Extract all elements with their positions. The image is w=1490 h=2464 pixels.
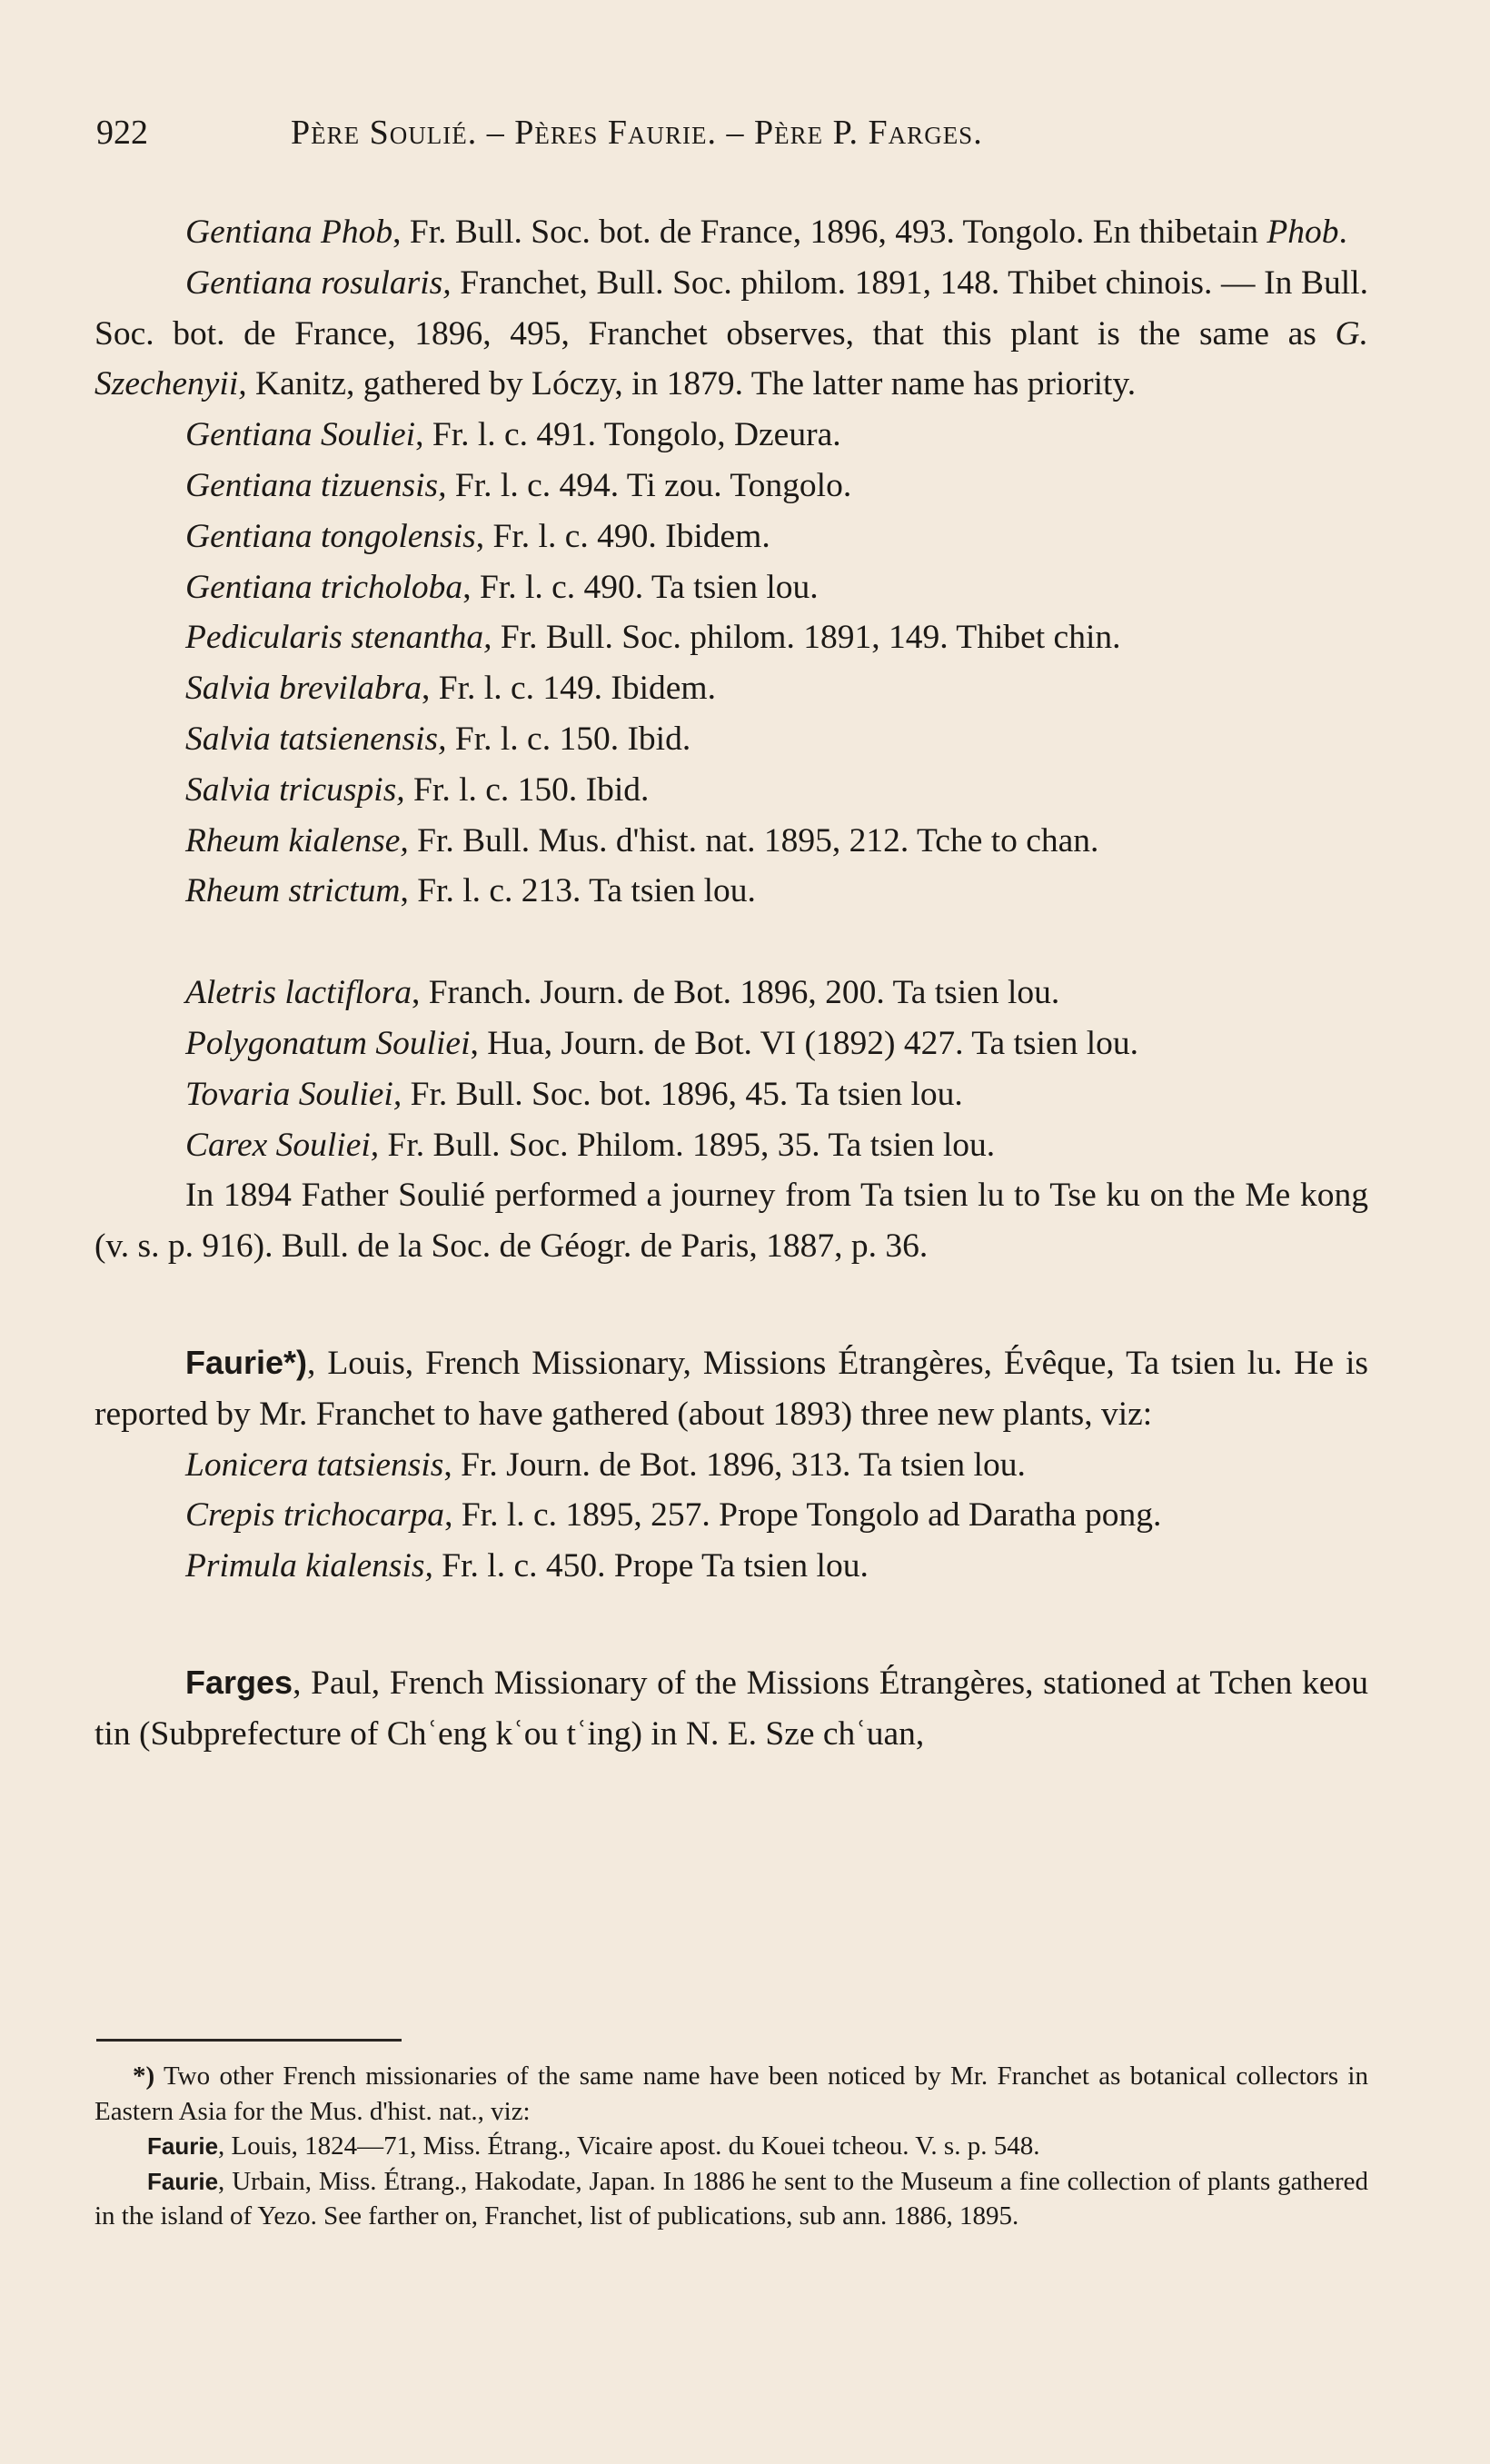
- species-entry: Aletris lactiflora, Franch. Journ. de Bot. 1896, 200. Ta tsien lou.: [185, 974, 1060, 1012]
- footnotes: [94, 2059, 1368, 2234]
- species-entry: Gentiana tizuensis, Fr. l. c. 494. Ti zou. Tongolo.: [185, 466, 852, 504]
- species-entry: Pedicularis stenantha, Fr. Bull. Soc. philom. 1891, 149. Thibet chin.: [185, 619, 1121, 657]
- species-entry: Gentiana Phob, Fr. Bull. Soc. bot. de France, 1896, 493. Tongolo. En thibetain Phob.: [185, 214, 1347, 251]
- page-number: 922: [96, 114, 148, 152]
- species-name: Salvia brevilabra: [185, 670, 422, 708]
- footnote-item: Faurie, Urbain, Miss. Étrang., Hakodate, Japan. In 1886 he sent to the Museum a fine collection of plants gathered in the island of Yezo. See farther on, Franchet, list of publications, sub ann. 1886, 1895.: [94, 2166, 1368, 2231]
- species-name: Gentiana Phob: [185, 214, 393, 251]
- species-entry: Rheum strictum, Fr. l. c. 213. Ta tsien lou.: [185, 872, 756, 910]
- species-entry: Rheum kialense, Fr. Bull. Mus. d'hist. nat. 1895, 212. Tche to chan.: [185, 821, 1099, 859]
- species-entry: Gentiana tongolensis, Fr. l. c. 490. Ibidem.: [185, 517, 770, 555]
- running-title: Père Soulié. – Pères Faurie. – Père P. Farges.: [291, 114, 983, 152]
- footnote-rule: [96, 2039, 402, 2042]
- species-name: Tovaria Souliei,: [185, 1075, 402, 1113]
- species-name: Lonicera tatsiensis: [185, 1446, 444, 1484]
- species-entry: Tovaria Souliei, Fr. Bull. Soc. bot. 1896, 45. Ta tsien lou.: [185, 1075, 963, 1113]
- species-entry: Polygonatum Souliei, Hua, Journ. de Bot. VI (1892) 427. Ta tsien lou.: [185, 1024, 1138, 1062]
- footnote: *) Two other French missionaries of the same name have been noticed by Mr. Franchet as botanical collectors in Eastern Asia for the Mus. d'hist. nat., viz:: [94, 2062, 1368, 2126]
- species-name: Aletris lactiflora: [185, 974, 412, 1012]
- species-name: Polygonatum Souliei: [185, 1024, 471, 1062]
- species-entry: Gentiana rosularis, Franchet, Bull. Soc. philom. 1891, 148. Thibet chinois. — In Bull. Soc. bot. de France, 1896, 495, Franchet observes, that this plant is the same as G. Szechenyii, Kanitz, gathered by Lóczy, in 1879. The latter name has priority.: [94, 263, 1368, 403]
- species-name: Gentiana Souliei: [185, 416, 416, 454]
- species-name: Primula kialensis,: [185, 1547, 433, 1585]
- species-entry: Salvia tricuspis, Fr. l. c. 150. Ibid.: [185, 770, 650, 809]
- footnote-name: Faurie: [147, 2132, 219, 2160]
- plant-entry: Primula kialensis, Fr. l. c. 450. Prope Ta tsien lou.: [185, 1547, 869, 1585]
- species-name: Carex Souliei,: [185, 1126, 380, 1164]
- species-entry: Salvia tatsienensis, Fr. l. c. 150. Ibid.: [185, 720, 691, 758]
- species-name: Gentiana rosularis,: [185, 263, 452, 302]
- body-text: [94, 207, 1368, 1760]
- species-name: Salvia tricuspis,: [185, 770, 405, 809]
- species-entry: Gentiana tricholoba, Fr. l. c. 490. Ta tsien lou.: [185, 568, 819, 606]
- page-header: [96, 113, 1368, 167]
- species-name: Rheum strictum: [185, 872, 401, 910]
- species-name: Rheum kialense,: [185, 821, 409, 859]
- collector-name: Farges: [185, 1663, 293, 1701]
- species-entry: Salvia brevilabra, Fr. l. c. 149. Ibidem.: [185, 670, 716, 708]
- footnote-item: Faurie, Louis, 1824—71, Miss. Étrang., Vicaire apost. du Kouei tcheou. V. s. p. 548.: [147, 2131, 1040, 2161]
- species-name: Gentiana tizuensis,: [185, 466, 447, 504]
- species-entry: Gentiana Souliei, Fr. l. c. 491. Tongolo, Dzeura.: [185, 416, 841, 454]
- footnote-name: Faurie: [147, 2167, 219, 2195]
- footnote-mark: *): [133, 2062, 155, 2091]
- species-name: Salvia tatsienensis,: [185, 720, 447, 758]
- species-name: Gentiana tricholoba: [185, 568, 463, 606]
- journey-paragraph: In 1894 Father Soulié performed a journey from Ta tsien lu to Tse ku on the Me kong (v. s. p. 916). Bull. de la Soc. de Géogr. de Paris, 1887, p. 36.: [94, 1177, 1368, 1266]
- species-name: Gentiana tongolensis: [185, 517, 476, 555]
- collector-name: Faurie: [185, 1343, 284, 1381]
- footnote-mark: *): [283, 1343, 308, 1381]
- plant-entry: Lonicera tatsiensis, Fr. Journ. de Bot. 1896, 313. Ta tsien lou.: [185, 1446, 1026, 1484]
- plant-entry: Crepis trichocarpa, Fr. l. c. 1895, 257. Prope Tongolo ad Daratha pong.: [185, 1496, 1162, 1535]
- species-name: Crepis trichocarpa: [185, 1496, 445, 1535]
- species-name: Pedicularis stenantha,: [185, 619, 492, 657]
- faurie-entry: Faurie*), Louis, French Missionary, Missions Étrangères, Évêque, Ta tsien lu. He is reported by Mr. Franchet to have gathered (about 1893) three new plants, viz:: [94, 1343, 1368, 1433]
- species-entry: Carex Souliei, Fr. Bull. Soc. Philom. 1895, 35. Ta tsien lou.: [185, 1126, 996, 1164]
- farges-entry: Farges, Paul, French Missionary of the Missions Étrangères, stationed at Tchen keou tin (Subprefecture of Chʿeng kʿou tʿing) in N. E. Sze chʿuan,: [94, 1663, 1368, 1753]
